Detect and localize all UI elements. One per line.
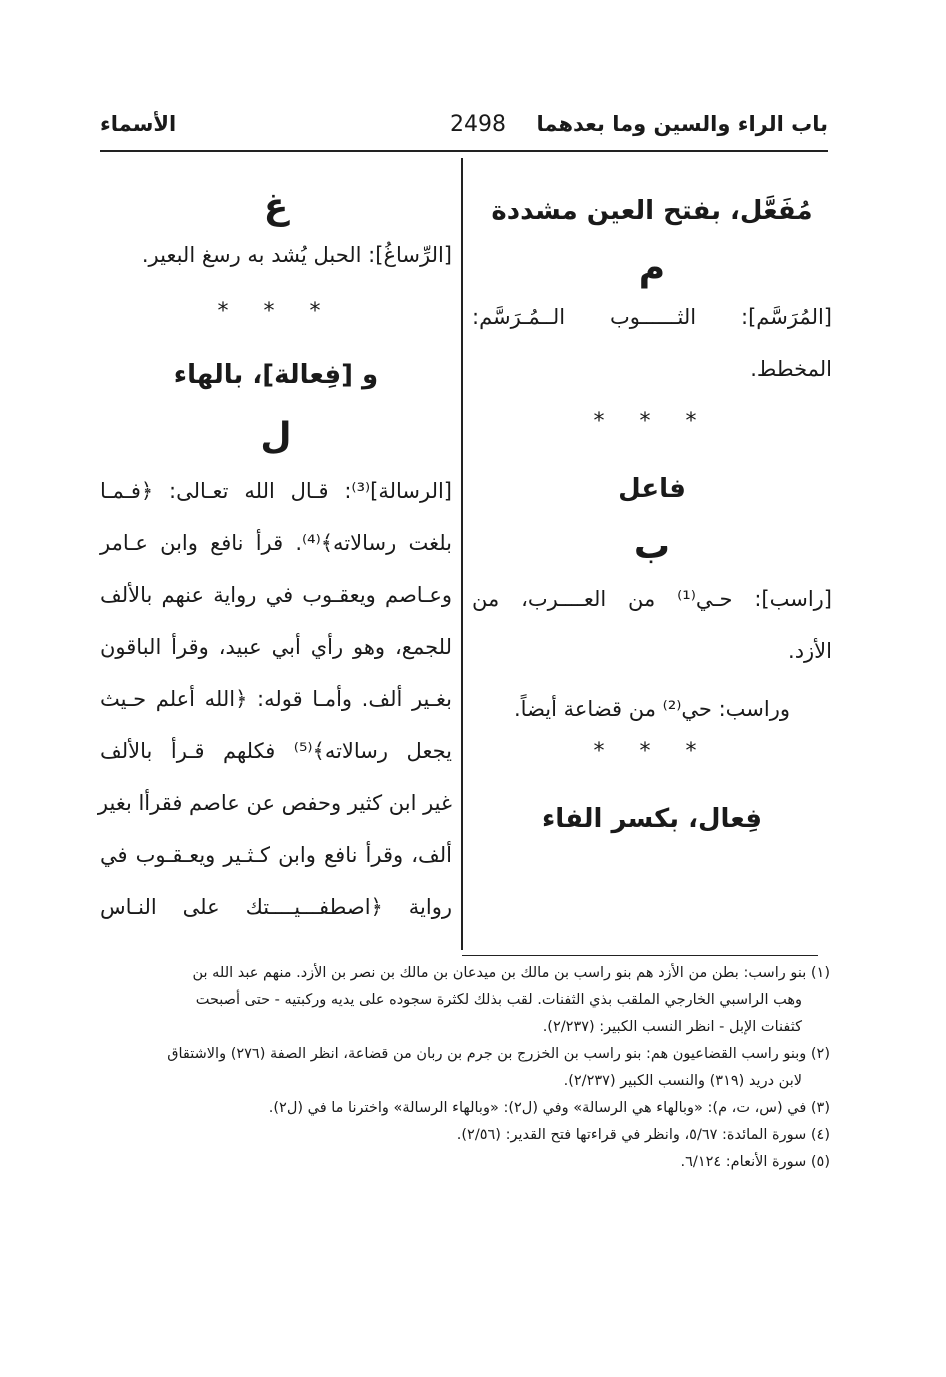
- letter-mim: م: [638, 248, 666, 289]
- section-title: الأسماء: [100, 112, 177, 136]
- risala-line: بغـير ألف. وأمـا قوله: ﴿الله أعلم حـيث: [100, 687, 452, 711]
- footnote-3: (٣) في (س، ت، م): «وبالهاء هي الرسالة» وفي (ل٢): «وبالهاء الرسالة» واخترنا ما في (ل٢).: [268, 1100, 830, 1116]
- entry-rasib-line-3: وراسب: حي⁽²⁾ من قضاعة أيضاً.: [514, 697, 790, 721]
- separator-stars: * * *: [217, 299, 335, 324]
- risala-line: ألف، وقرأ نافع وابن كـثـير ويعـقـوب في: [100, 843, 452, 867]
- heading-mufaal: مُفَعَّل، بفتح العين مشددة: [491, 196, 813, 226]
- entry-rasib-line-2: الأزد.: [788, 639, 832, 663]
- separator-stars: * * *: [593, 739, 711, 764]
- risala-line: [الرسالة]⁽³⁾: قـال الله تعـالى: ﴿فـمـا: [100, 479, 452, 503]
- footnote-1-cont: كثفنات الإبل - انظر النسب الكبير: (٢/٢٣٧).: [542, 1019, 802, 1035]
- footnotes: [95, 960, 830, 1176]
- column-divider: [461, 158, 463, 950]
- entry-risala: [97, 465, 452, 933]
- footnote-1: (١) بنو راسب: بطن من الأزد هم بنو راسب بن مالك بن ميدعان بن مالك بن نصر بن الأزد. منهم عبد الله بن: [192, 965, 830, 981]
- footnote-5: (٥) سورة الأنعام: ٦/١٢٤.: [680, 1154, 830, 1170]
- heading-fiaala: و [فِعالة]، بالهاء: [173, 360, 379, 390]
- heading-fiaal: فِعال، بكسر الفاء: [542, 804, 762, 834]
- entry-rasib-line-1: [راسب]: حـي⁽¹⁾ من العــــرب، من: [472, 587, 832, 611]
- left-column: [97, 160, 452, 933]
- separator-stars: * * *: [593, 409, 711, 434]
- letter-ba: ب: [633, 526, 671, 567]
- risala-line: وعـاصم ويعقـوب في رواية عنهم بالألف: [100, 583, 452, 607]
- risala-line: رواية ﴿اصطفـــيــــتك على النـاس: [100, 895, 452, 919]
- risala-line: غير ابن كثير وحفص عن عاصم فقرأا بغير: [97, 791, 452, 815]
- right-column: [472, 160, 832, 834]
- heading-fail: فاعل: [618, 474, 686, 504]
- entry-risagh: [الرِّساغُ]: الحبل يُشد به رسغ البعير.: [141, 243, 452, 267]
- entry-murassam-line-1: [المُرَسَّم]: الثــــــوب الــمُـرَسَّم:: [472, 305, 832, 329]
- footnote-4: (٤) سورة المائدة: ٥/٦٧، وانظر في قراءتها فتح القدير: (٢/٥٦).: [456, 1127, 830, 1143]
- letter-lam: ل: [260, 416, 292, 457]
- letter-ghayn: غ: [263, 186, 289, 227]
- risala-line: بلغت رسالاته﴾⁽⁴⁾. قرأ نافع وابن عـامر: [100, 531, 452, 555]
- footnote-rule: [462, 955, 818, 956]
- page-number: 2498: [450, 112, 506, 137]
- chapter-title: باب الراء والسين وما بعدهما: [536, 112, 828, 136]
- risala-line: يجعل رسالاته﴾⁽⁵⁾ فكلهم قـرأ بالألف: [100, 739, 452, 763]
- entry-murassam-line-2: المخطط.: [750, 357, 832, 381]
- footnote-2: (٢) وبنو راسب القضاعيون هم: بنو راسب بن الخزرج بن جرم بن ربان من قضاعة، انظر الصفة (٢٧٦) والاشتقاق: [167, 1046, 830, 1062]
- risala-line: للجمع، وهو رأي أبي عبيد، وقرأ الباقون: [100, 635, 452, 659]
- footnote-1-cont: وهب الراسبي الخارجي الملقب بذي الثفنات. لقب بذلك لكثرة سجوده على يديه وركبتيه - حتى أصبحت: [195, 992, 802, 1008]
- header-rule: [100, 150, 828, 152]
- footnote-2-cont: لابن دريد (٣١٩) والنسب الكبير (٢/٢٣٧).: [563, 1073, 802, 1089]
